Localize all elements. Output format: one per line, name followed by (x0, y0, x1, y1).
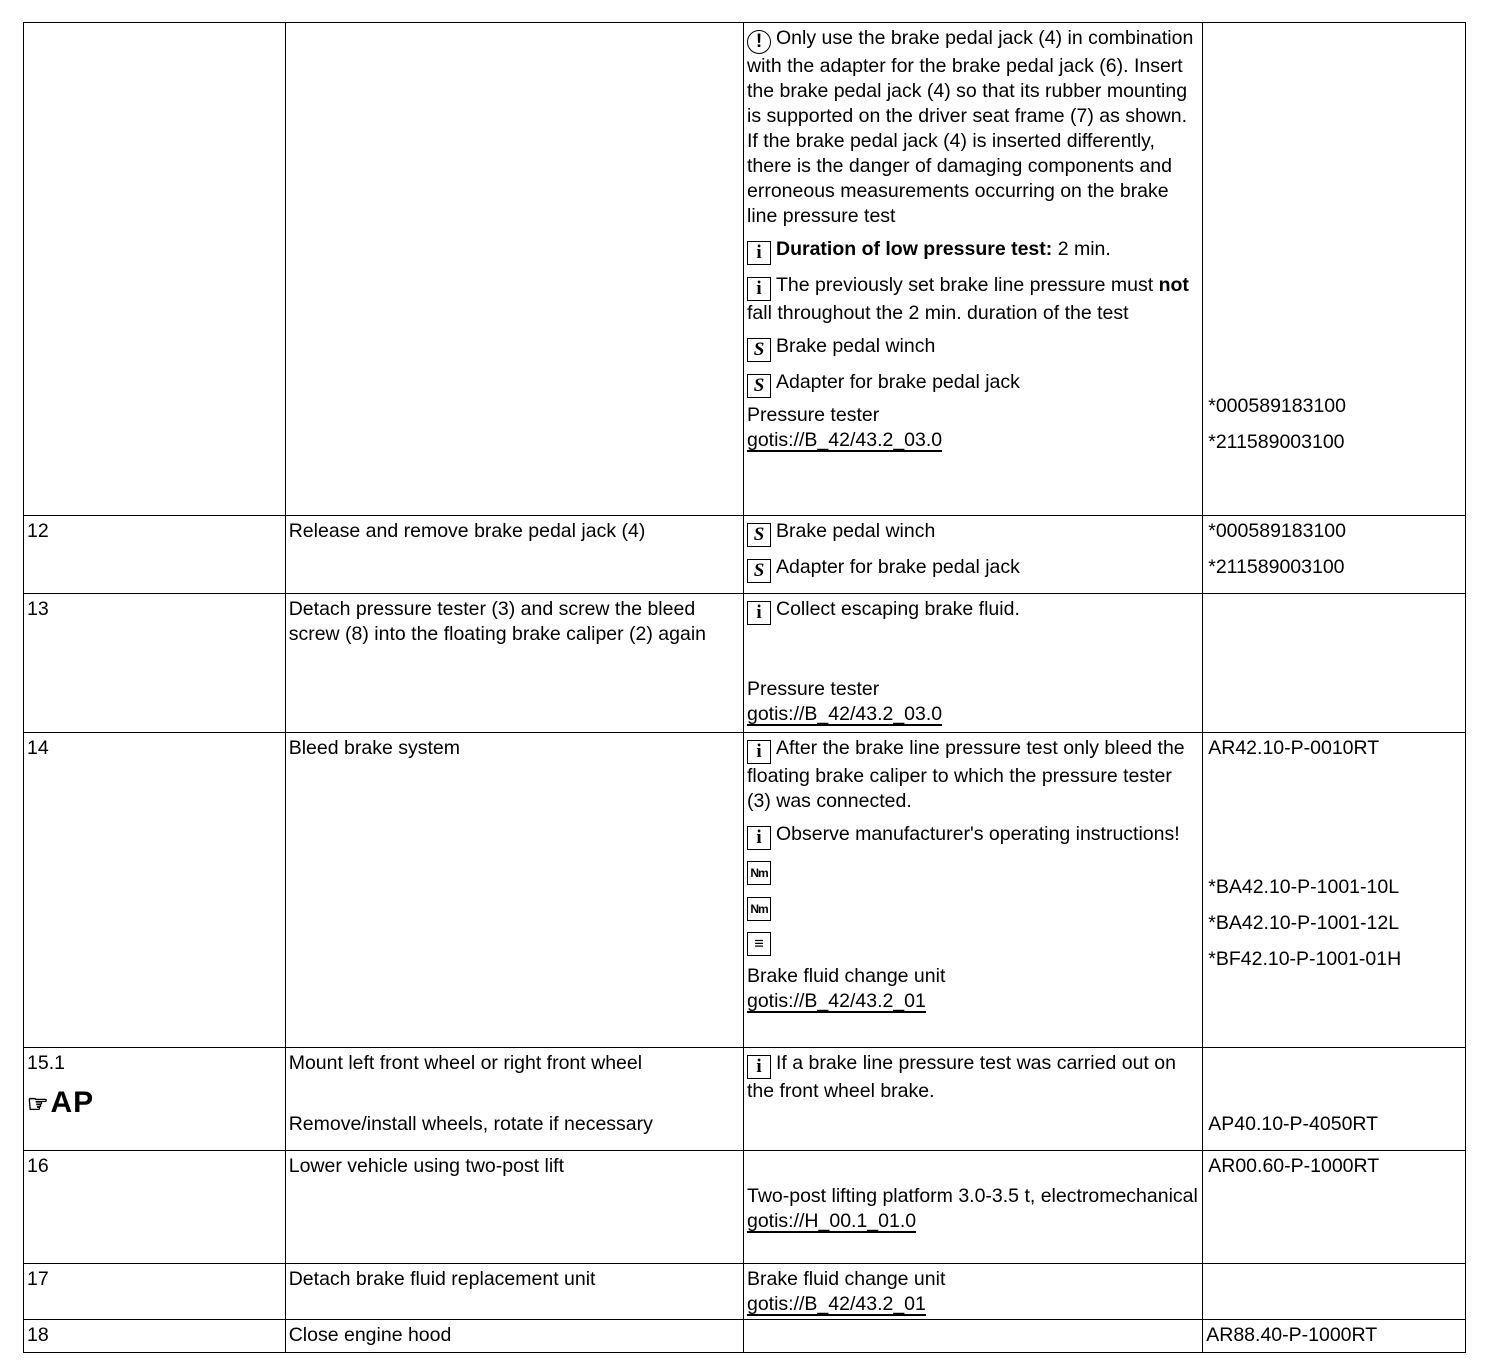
fluid-spec-reference[interactable]: *BF42.10-P-1001-01H (1208, 948, 1402, 970)
part-number[interactable]: *000589183100 (1208, 395, 1346, 417)
step-cell: 14 (24, 733, 286, 1048)
device-name: Brake fluid change unit (746, 965, 946, 987)
torque-icon (747, 897, 771, 921)
notes-cell (743, 1048, 1202, 1151)
ap-marker: ☞AP (27, 1086, 95, 1119)
fluid-container-icon (747, 932, 771, 956)
notes-cell (743, 1264, 1202, 1320)
table-row (24, 1151, 1466, 1264)
action-cell (285, 23, 743, 516)
device-name: Two-post lifting platform 3.0-3.5 t, electromechanical (746, 1185, 1198, 1207)
part-number[interactable]: *000589183100 (1208, 520, 1346, 542)
action-cell: Lower vehicle using two-post lift (285, 1151, 743, 1264)
step-cell: 17 (24, 1264, 286, 1320)
step-cell: 13 (24, 594, 286, 733)
special-tool-icon (747, 559, 771, 583)
info-note: iCollect escaping brake fluid. (747, 597, 1198, 625)
info-note: iObserve manufacturer's operating instructions! (747, 822, 1198, 850)
table-row (24, 1264, 1466, 1320)
action-cell (285, 1048, 743, 1151)
notes-cell (743, 1320, 1202, 1353)
gotis-link[interactable]: gotis://B_42/43.2_03.0 (746, 429, 943, 451)
table-row (24, 594, 1466, 733)
special-tool-note: SBrake pedal winch (747, 334, 1198, 362)
gotis-link[interactable]: gotis://B_42/43.2_01 (746, 990, 926, 1012)
info-note: iDuration of low pressure test: 2 min. (747, 237, 1198, 265)
notes-cell (743, 23, 1202, 516)
info-note: i After the brake line pressure test only bleed the floating brake caliper to which the pressure tester (3) was connected. (747, 736, 1198, 814)
action-cell: Release and remove brake pedal jack (4) (285, 516, 743, 594)
special-tool-note: SAdapter for brake pedal jack (747, 370, 1198, 398)
step-number: 15.1 (27, 1052, 65, 1074)
notes-cell (743, 516, 1202, 594)
table-row (24, 1048, 1466, 1151)
reference-cell (1203, 1048, 1466, 1151)
repair-document-reference[interactable]: AP40.10-P-4050RT (1208, 1113, 1379, 1135)
torque-spec-reference[interactable]: *BA42.10-P-1001-10L (1208, 876, 1400, 898)
info-note: iThe previously set brake line pressure must not fall throughout the 2 min. duration of the test (747, 273, 1198, 326)
table-row (24, 733, 1466, 1048)
reference-cell (1203, 1320, 1466, 1353)
warning-icon (747, 30, 771, 54)
part-number[interactable]: *211589003100 (1208, 431, 1345, 453)
notes-cell (743, 1151, 1202, 1264)
reference-cell (1203, 516, 1466, 594)
action-cell: Bleed brake system (285, 733, 743, 1048)
reference-cell (1203, 733, 1466, 1048)
reference-cell (1203, 23, 1466, 516)
reference-cell (1203, 1264, 1466, 1320)
special-tool-icon (747, 374, 771, 398)
fluid-note (747, 928, 1198, 964)
special-tool-icon (747, 338, 771, 362)
part-number[interactable]: *211589003100 (1208, 556, 1345, 578)
info-icon (747, 601, 771, 625)
gotis-link[interactable]: gotis://H_00.1_01.0 (746, 1210, 917, 1232)
action-text: Mount left front wheel or right front wheel (288, 1052, 643, 1074)
info-note: iIf a brake line pressure test was carried out on the front wheel brake. (747, 1051, 1198, 1104)
reference-cell (1203, 594, 1466, 733)
torque-spec-reference[interactable]: *BA42.10-P-1001-12L (1208, 912, 1400, 934)
action-cell: Detach pressure tester (3) and screw the bleed screw (8) into the floating brake caliper (2) again (285, 594, 743, 733)
action-cell: Close engine hood (285, 1320, 743, 1353)
action-cell: Detach brake fluid replacement unit (285, 1264, 743, 1320)
table-row (24, 23, 1466, 516)
torque-icon (747, 861, 771, 885)
special-tool-note: S Brake pedal winch (747, 519, 1198, 547)
gotis-link[interactable]: gotis://B_42/43.2_01 (746, 1293, 926, 1315)
repair-document-reference[interactable]: AR42.10-P-0010RT (1208, 737, 1380, 759)
repair-document-reference[interactable]: AR00.60-P-1000RT (1208, 1155, 1380, 1177)
torque-note (747, 892, 1198, 928)
special-tool-note: SAdapter for brake pedal jack (747, 555, 1198, 583)
procedure-table (23, 22, 1466, 1353)
info-icon (747, 826, 771, 850)
warning-note: !Only use the brake pedal jack (4) in combination with the adapter for the brake pedal jack (6). Insert the brake pedal jack (4) so that its rubber mounting is supported on the driver seat frame (7) as shown. If the brake pedal jack (4) is inserted differently, there is the danger of damaging components and erroneous measurements occurring on the brake line pressure test (747, 26, 1198, 229)
device-name: Brake fluid change unit (746, 1268, 946, 1290)
reference-cell (1203, 1151, 1466, 1264)
step-cell: 16 (24, 1151, 286, 1264)
gotis-link[interactable]: gotis://B_42/43.2_03.0 (746, 703, 943, 725)
ap-action-text: Remove/install wheels, rotate if necessary (288, 1113, 653, 1135)
table-row (24, 516, 1466, 594)
procedure-sheet (23, 22, 1466, 1347)
torque-note (747, 856, 1198, 892)
notes-cell (743, 733, 1202, 1048)
repair-document-reference[interactable]: AR88.40-P-1000RT (1206, 1324, 1378, 1346)
step-cell: 12 (24, 516, 286, 594)
step-cell: 18 (24, 1320, 286, 1353)
info-icon (747, 1055, 771, 1079)
special-tool-icon (747, 523, 771, 547)
device-name: Pressure tester (746, 678, 880, 700)
step-cell (24, 23, 286, 516)
table-row (24, 1320, 1466, 1353)
info-icon (747, 241, 771, 265)
pointing-hand-icon: ☞ (27, 1091, 50, 1118)
device-name: Pressure tester (746, 404, 880, 426)
notes-cell (743, 594, 1202, 733)
info-icon (747, 740, 771, 764)
step-cell (24, 1048, 286, 1151)
info-icon (747, 277, 771, 301)
